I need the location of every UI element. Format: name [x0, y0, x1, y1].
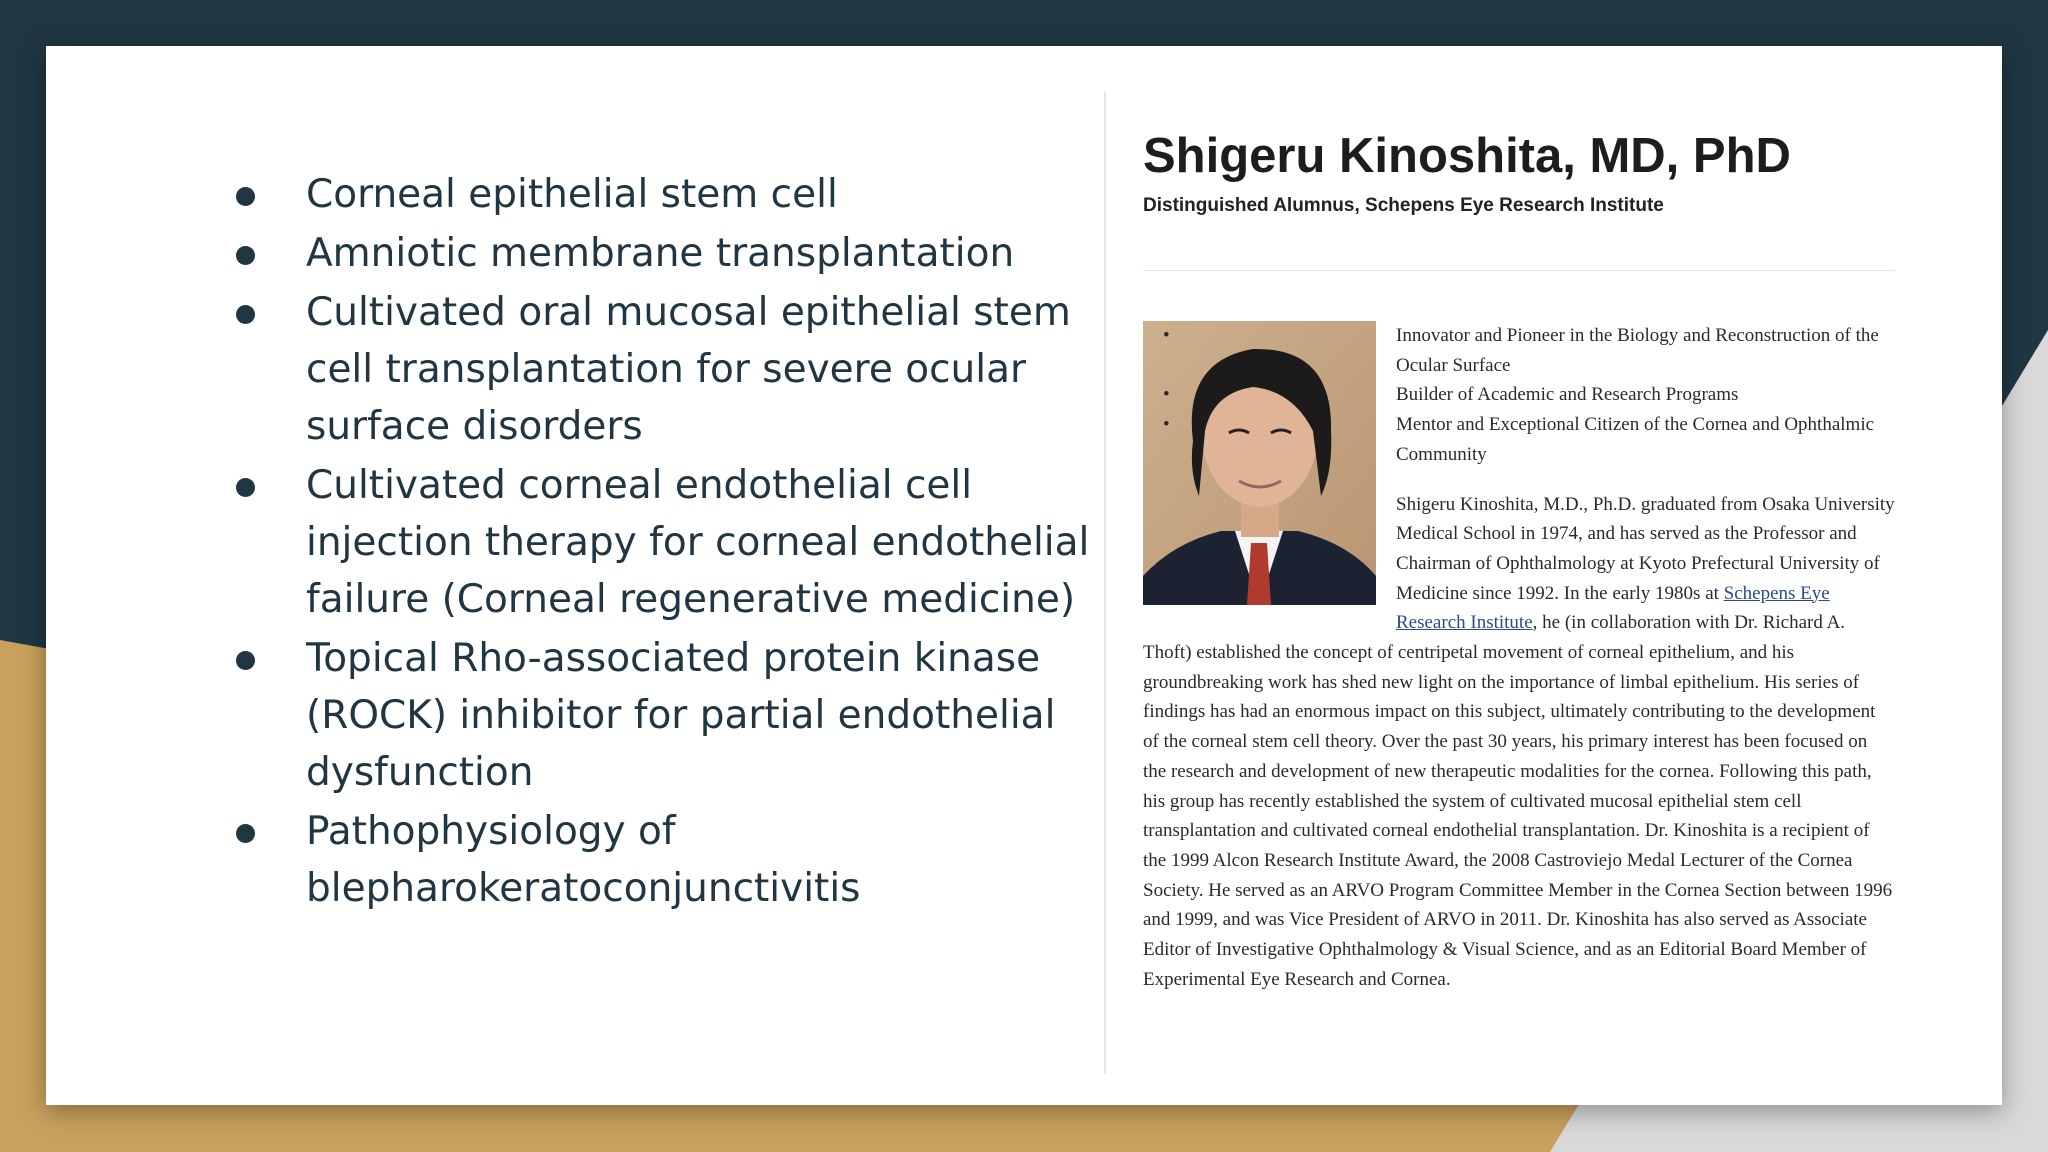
- profile-name: Shigeru Kinoshita, MD, PhD: [1143, 129, 1791, 183]
- list-item: Pathophysiology of blepharokeratoconjunctivitis: [46, 803, 1136, 917]
- bio-paragraph: Shigeru Kinoshita, M.D., Ph.D. graduated from Osaka University Medical School in 1974, and has served as the Professor and Chairman of Ophthalmology at Kyoto Prefectural University of Medicine since 1992. In the early 1980s at Schepens Eye Research Institute, he (in collaboration with Dr. Richard A. Thoft) established the concept of centripetal movement of corneal epithelium, and his groundbreaking work has shed new light on the importance of limbal epithelium. His series of findings has had an enormous impact on this subject, ultimately contributing to the development of the corneal stem cell theory. Over the past 30 years, his primary interest has been focused on the research and development of new therapeutic modalities for the cornea. Following this path, his group has recently established the system of cultivated mucosal epithelial stem cell transplantation and cultivated corneal endothelial transplantation. Dr. Kinoshita is a recipient of the 1999 Alcon Research Institute Award, the 2008 Castroviejo Medal Lecturer of the Cornea Society. He served as an ARVO Program Committee Member in the Cornea Section between 1996 and 1999, and was Vice President of ARVO in 2011. Dr. Kinoshita has also served as Associate Editor of Investigative Ophthalmology & Visual Science, and as an Editorial Board Member of Experimental Eye Research and Cornea.: [1143, 493, 1895, 990]
- list-item: Corneal epithelial stem cell: [46, 166, 1136, 223]
- profile-subtitle: Distinguished Alumnus, Schepens Eye Research Institute: [1143, 195, 1664, 216]
- list-item: Cultivated oral mucosal epithelial stem cell transplantation for severe ocular surface disorders: [46, 284, 1136, 455]
- schepens-institute-link[interactable]: Schepens Eye Research Institute: [1396, 582, 1830, 634]
- list-item: • Innovator and Pioneer in the Biology and Reconstruction of the Ocular Surface: [1163, 321, 1895, 380]
- profile-panel: [1143, 126, 1895, 994]
- research-topics-list: [46, 166, 1136, 919]
- list-item: Topical Rho-associated protein kinase (ROCK) inhibitor for partial endothelial dysfunction: [46, 630, 1136, 801]
- column-divider: [1104, 92, 1106, 1074]
- bullet-dot-icon: [236, 478, 255, 497]
- slide-card: [46, 46, 2002, 1105]
- list-item: Amniotic membrane transplantation: [46, 225, 1136, 282]
- list-item: Cultivated corneal endothelial cell injection therapy for corneal endothelial failure (Corneal regenerative medicine): [46, 457, 1136, 628]
- bullet-dot-icon: [236, 651, 255, 670]
- horizontal-rule: [1143, 270, 1895, 271]
- bullet-dot-icon: [236, 305, 255, 324]
- bullet-dot-icon: [236, 187, 255, 206]
- list-item: • Builder of Academic and Research Programs: [1163, 380, 1895, 410]
- bullet-dot-icon: [236, 824, 255, 843]
- highlights-list: [1143, 321, 1895, 470]
- bullet-dot-icon: [236, 246, 255, 265]
- bio-block: [1143, 321, 1895, 994]
- list-item: • Mentor and Exceptional Citizen of the Cornea and Ophthalmic Community: [1163, 410, 1895, 469]
